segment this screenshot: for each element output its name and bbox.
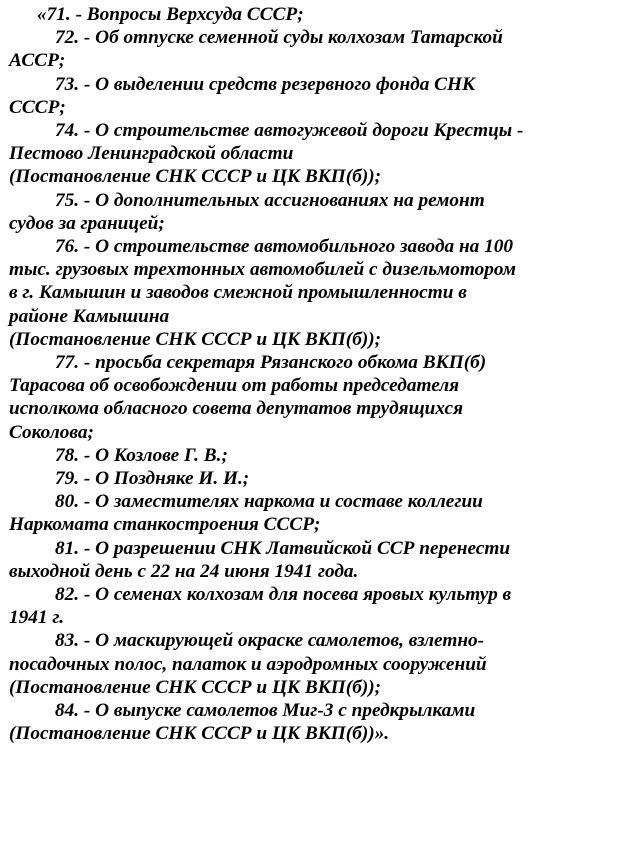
line-text: судов за границей; [9,212,165,234]
line-text: 79. - О Поздняке И. И.; [55,468,250,490]
line-text: 72. - Об отпуске семенной суды колхозам Татарской [55,27,503,49]
document-line [9,328,614,351]
document-line [9,96,614,119]
line-text: «71. - Вопросы Верхсуда СССР; [37,4,304,25]
document-line [9,676,614,699]
document-line [9,119,614,142]
line-text: 77. - просьба секретаря Рязанского обкома ВКП(б) [55,352,487,374]
document-line [9,374,614,397]
document-line [9,258,614,281]
line-text: 73. - О выделении средств резервного фонда СНК [55,73,476,95]
document-line [9,26,614,49]
document-line [9,537,614,560]
line-text: тыс. грузовых трехтонных автомобилей с дизельмотором [9,259,517,281]
document-line [9,653,614,676]
line-text: Наркомата станкостроения СССР; [9,514,321,536]
line-text: Тарасова об освобождении от работы председателя [9,375,460,397]
document-line [9,722,614,745]
document-line [9,699,614,722]
line-text: 76. - О строительстве автомобильного завода на 100 [55,236,514,258]
line-text: СССР; [9,96,66,118]
document-line [9,629,614,652]
document-line [9,235,614,258]
line-text: выходной день с 22 на 24 июня 1941 года. [9,560,359,582]
document-line [9,513,614,536]
line-text: Пестово Ленинградской области [9,143,294,165]
line-text: 1941 г. [9,607,65,629]
document-line [9,189,614,212]
document-line [9,49,614,72]
line-text: 83. - О маскирующей окраске самолетов, взлетно- [55,630,485,652]
document-line [9,560,614,583]
line-text: 81. - О разрешении СНК Латвийской ССР перенести [55,537,511,559]
line-text: Соколова; [9,421,94,443]
document-line [9,421,614,444]
line-text: 82. - О семенах колхозам для посева яровых культур в [55,584,512,606]
document-line [9,305,614,328]
document-line [9,397,614,420]
document-line [9,142,614,165]
line-text: (Постановление СНК СССР и ЦК ВКП(б))». [9,723,390,745]
document-line [9,351,614,374]
line-text: 80. - О заместителях наркома и составе коллегии [55,491,483,513]
line-text: в г. Камышин и заводов смежной промышленности в [9,282,467,304]
document-body [9,3,614,746]
line-text: АССР; [9,50,66,72]
line-text: 75. - О дополнительных ассигнованиях на ремонт [55,189,485,211]
document-line [9,281,614,304]
line-text: районе Камышина [9,305,170,327]
document-line [9,467,614,490]
line-text: 74. - О строительстве автогужевой дороги Крестцы - [55,120,524,142]
document-line [9,165,614,188]
line-text: (Постановление СНК СССР и ЦК ВКП(б)); [9,166,382,188]
document-line [9,212,614,235]
line-text: 78. - О Козлове Г. В.; [55,444,228,466]
document-line [9,606,614,629]
line-text: посадочных полос, палаток и аэродромных сооружений [9,653,487,675]
document-line [9,583,614,606]
line-text: 84. - О выпуске самолетов Миг-3 с предкрылками [55,700,476,722]
document-line [9,73,614,96]
document-line [9,3,614,26]
line-text: (Постановление СНК СССР и ЦК ВКП(б)); [9,328,382,350]
line-text: исполкома обласного совета депутатов трудящихся [9,398,464,420]
document-line [9,444,614,467]
line-text: (Постановление СНК СССР и ЦК ВКП(б)); [9,676,382,698]
document-line [9,490,614,513]
